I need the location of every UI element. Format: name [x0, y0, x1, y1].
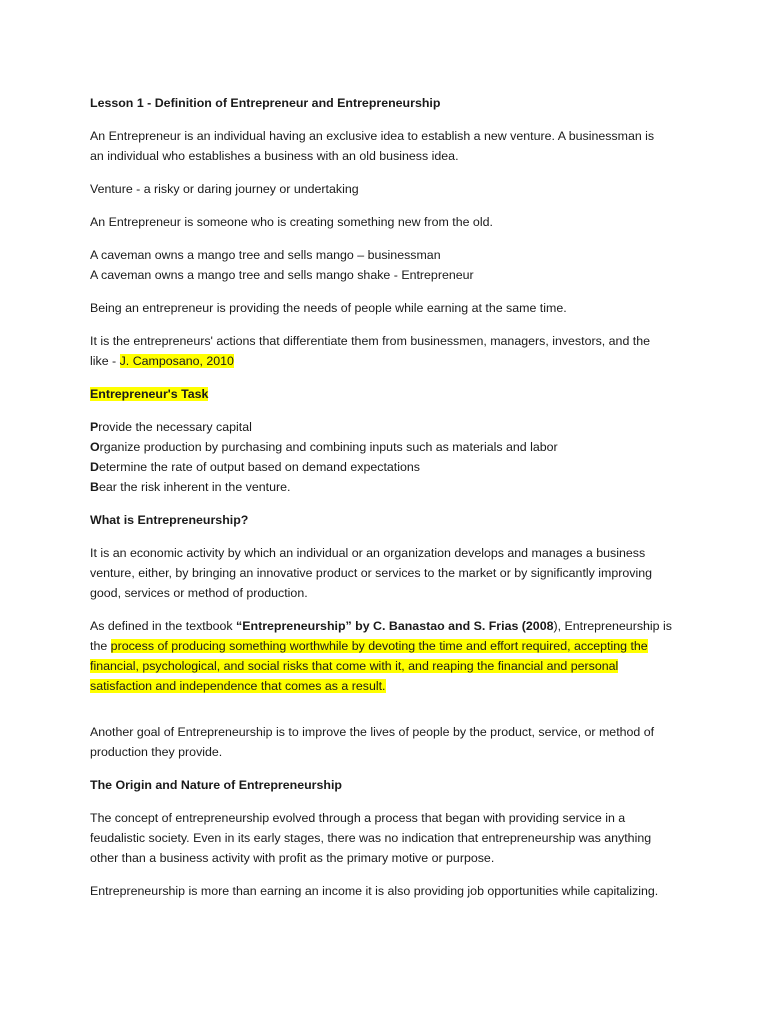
- task-item: [90, 437, 690, 457]
- highlighted-text: satisfaction and independence that comes as a result.: [90, 679, 386, 693]
- text-line: [90, 636, 690, 656]
- paragraph-venture: Venture - a risky or daring journey or undertaking: [90, 182, 359, 196]
- text-line: [90, 351, 690, 371]
- task-item: [90, 417, 690, 437]
- document-page: [90, 93, 690, 914]
- highlighted-text: financial, psychological, and social risks that come with it, and reaping the financial and personal: [90, 659, 619, 673]
- origin-heading: The Origin and Nature of Entrepreneurship: [90, 778, 342, 792]
- highlighted-text: process of producing something worthwhile by devoting the time and effort required, accepting the: [110, 639, 648, 653]
- text-line: Another goal of Entrepreneurship is to improve the lives of people by the product, service, or method of: [90, 725, 655, 739]
- paragraph-actions: [90, 331, 690, 371]
- text-fragment: ), Entrepreneurship is: [553, 619, 672, 633]
- task-text: etermine the rate of output based on demand expectations: [98, 460, 420, 474]
- paragraph-more-than-income: Entrepreneurship is more than earning an income it is also providing job opportunities while capitalizing.: [90, 884, 659, 898]
- text-line: A caveman owns a mango tree and sells mango – businessman: [90, 248, 441, 262]
- text-line: [90, 616, 690, 636]
- task-initial: P: [90, 420, 99, 434]
- text-line: good, services or method of production.: [90, 586, 308, 600]
- text-line: The concept of entrepreneurship evolved through a process that began with providing service in a: [90, 811, 626, 825]
- lesson-title: Lesson 1 - Definition of Entrepreneur and Entrepreneurship: [90, 96, 441, 110]
- text-fragment: like -: [90, 354, 120, 368]
- task-heading: [90, 384, 690, 404]
- text-line: An Entrepreneur is an individual having an exclusive idea to establish a new venture. A businessman is: [90, 129, 655, 143]
- paragraph-origin: [90, 808, 690, 868]
- text-fragment: the: [90, 639, 111, 653]
- paragraph-entrepreneur-definition: [90, 126, 690, 166]
- text-line: [90, 656, 690, 676]
- text-line: It is an economic activity by which an individual or an organization develops and manages a business: [90, 546, 646, 560]
- task-text: rovide the necessary capital: [98, 420, 252, 434]
- paragraph-needs: Being an entrepreneur is providing the needs of people while earning at the same time.: [90, 301, 567, 315]
- task-initial: D: [90, 460, 99, 474]
- highlighted-heading: Entrepreneur's Task: [90, 387, 209, 401]
- task-text: rganize production by purchasing and combining inputs such as materials and labor: [99, 440, 558, 454]
- text-line: venture, either, by bringing an innovative product or services to the market or by significantly improving: [90, 566, 652, 580]
- text-line: A caveman owns a mango tree and sells mango shake - Entrepreneur: [90, 268, 474, 282]
- text-line: It is the entrepreneurs' actions that differentiate them from businessmen, managers, investors, and the: [90, 334, 651, 348]
- text-line: feudalistic society. Even in its early stages, there was no indication that entrepreneurship was anything: [90, 831, 652, 845]
- paragraph-textbook-definition: [90, 616, 690, 696]
- paragraph-new-from-old: An Entrepreneur is someone who is creating something new from the old.: [90, 215, 493, 229]
- text-line: production they provide.: [90, 745, 223, 759]
- task-item: [90, 457, 690, 477]
- paragraph-another-goal: [90, 722, 690, 762]
- book-reference: “Entrepreneurship” by C. Banastao and S. Frias (2008: [236, 619, 554, 633]
- text-fragment: As defined in the textbook: [90, 619, 237, 633]
- task-item: [90, 477, 690, 497]
- task-initial: O: [90, 440, 100, 454]
- text-line: other than a business activity with profit as the primary motive or purpose.: [90, 851, 495, 865]
- task-list: [90, 417, 690, 497]
- highlighted-citation: J. Camposano, 2010: [119, 354, 234, 368]
- paragraph-economic-activity: [90, 543, 690, 603]
- text-line: [90, 676, 690, 696]
- what-heading: What is Entrepreneurship?: [90, 513, 249, 527]
- paragraph-caveman-example: [90, 245, 690, 285]
- task-text: ear the risk inherent in the venture.: [98, 480, 291, 494]
- text-line: an individual who establishes a business with an old business idea.: [90, 149, 459, 163]
- task-initial: B: [90, 480, 99, 494]
